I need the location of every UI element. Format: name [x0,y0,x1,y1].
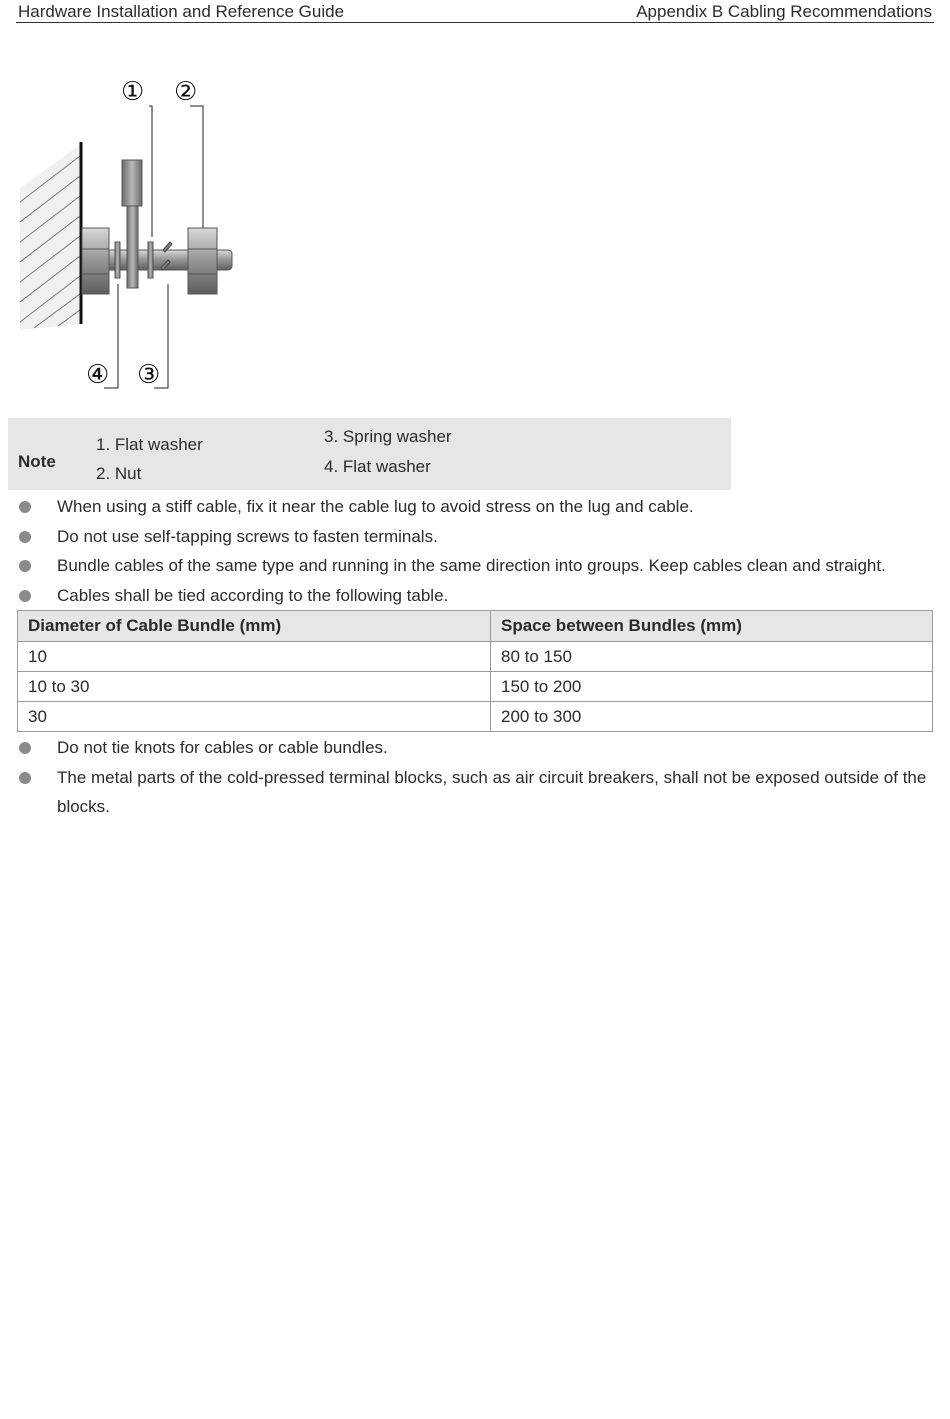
note-column-2 [324,422,452,482]
callout-1: ① [121,77,145,107]
table-row [18,702,933,732]
bullet-item: The metal parts of the cold-pressed terminal blocks, such as air circuit breakers, shall not be exposed outside of the blocks. [16,763,936,822]
table-header-cell: Space between Bundles (mm) [491,611,933,642]
table-row [18,642,933,672]
table-header-cell: Diameter of Cable Bundle (mm) [18,611,491,642]
note-item: 2. Nut [96,464,142,483]
note-box [8,418,731,490]
page-header [16,0,934,23]
terminal-assembly-illustration [14,72,244,394]
table-cell: 30 [18,702,491,732]
bullet-list-before-table [16,492,936,610]
bullet-item: Cables shall be tied according to the following table. [16,581,936,611]
table-cell: 200 to 300 [491,702,933,732]
note-item: 4. Flat washer [324,457,431,476]
callout-3: ③ [137,360,161,390]
header-doc-title: Hardware Installation and Reference Guide [18,2,345,21]
bullet-item: Do not use self-tapping screws to fasten terminals. [16,522,936,552]
bullet-item: Bundle cables of the same type and running in the same direction into groups. Keep cables clean and straight. [16,551,936,581]
table-cell: 80 to 150 [491,642,933,672]
bullet-list-after-table [16,733,936,822]
note-item: 1. Flat washer [96,435,203,454]
bullet-item: When using a stiff cable, fix it near the cable lug to avoid stress on the lug and cable. [16,492,936,522]
terminal-assembly-figure [14,72,244,394]
table-row [18,672,933,702]
note-column-1 [96,430,203,488]
callout-4: ④ [86,360,110,390]
table-cell: 150 to 200 [491,672,933,702]
header-section-title: Appendix B Cabling Recommendations [636,2,932,21]
table-cell: 10 to 30 [18,672,491,702]
note-item: 3. Spring washer [324,427,452,446]
table-cell: 10 [18,642,491,672]
note-label: Note [18,452,56,471]
cable-tie-table [17,610,933,732]
bullet-item: Do not tie knots for cables or cable bundles. [16,733,936,763]
wall-hatch [20,144,81,330]
callout-2: ② [174,77,198,107]
table-header-row [18,611,933,642]
